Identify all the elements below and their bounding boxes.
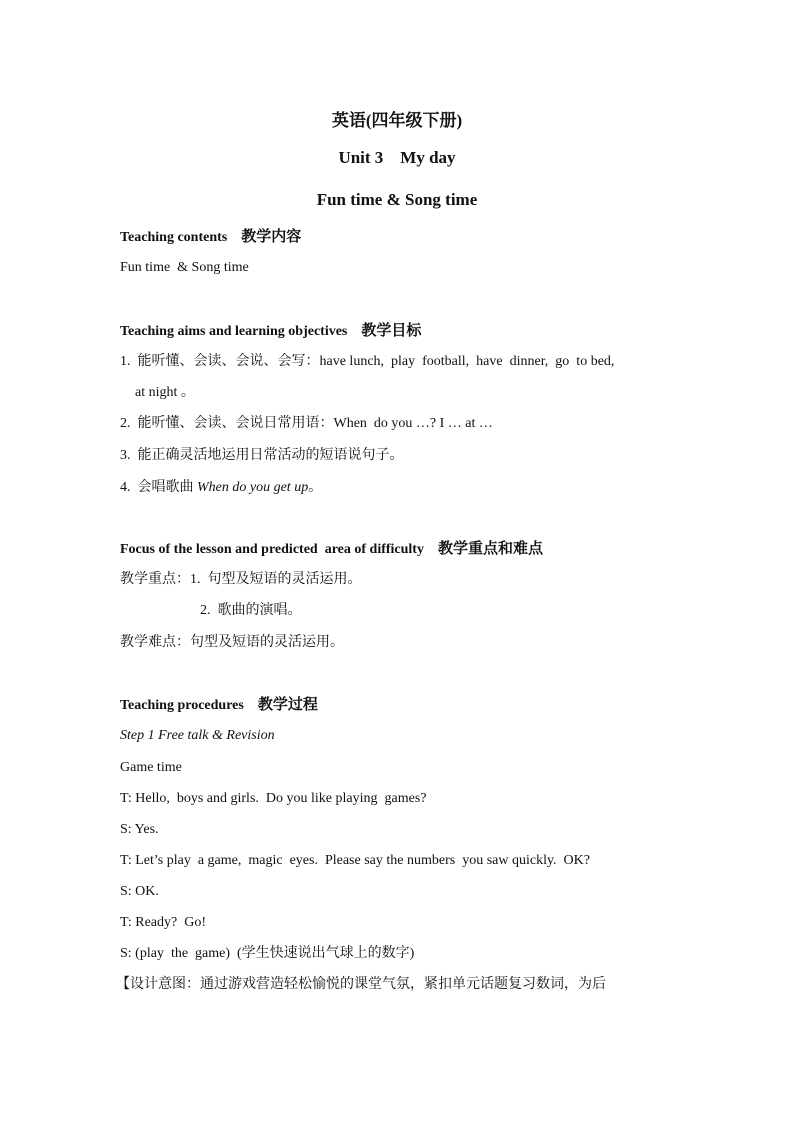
dialogue-line: S: OK. [120, 884, 159, 899]
step-1-title: Step 1 Free talk & Revision [120, 728, 275, 743]
design-intent-line: 【设计意图：通过游戏营造轻松愉悦的课堂气氛，紧扣单元话题复习数词，为后 [116, 977, 606, 992]
dialogue-line: T: Ready? Go! [120, 915, 206, 930]
aims-heading: Teaching aims and learning objectives 教学目标 [120, 323, 422, 339]
dialogue-line: S: Yes. [120, 822, 159, 837]
dialogue-line: T: Let’s play a game, magic eyes. Please say the numbers you saw quickly. OK? [120, 853, 590, 868]
book-title: 英语(四年级下册) [331, 111, 463, 130]
aim-item-2: 2. 能听懂、会读、会说日常用语：When do you …? I … at … [120, 416, 493, 431]
focus-key-1: 教学重点：1. 句型及短语的灵活运用。 [120, 572, 362, 587]
contents-text: Fun time & Song time [120, 260, 249, 275]
dialogue-line: S: (play the game) (学生快速说出气球上的数字) [120, 946, 415, 961]
aim-item-4: 4. 会唱歌曲 When do you get up。 [120, 480, 323, 495]
focus-difficulty: 教学难点：句型及短语的灵活运用。 [120, 635, 344, 650]
dialogue-line: Game time [120, 760, 182, 775]
procedures-heading: Teaching procedures 教学过程 [120, 697, 318, 713]
contents-heading: Teaching contents 教学内容 [120, 229, 302, 245]
aim-item-3: 3. 能正确灵活地运用日常活动的短语说句子。 [120, 448, 404, 463]
dialogue-line: T: Hello, boys and girls. Do you like playing games? [120, 791, 427, 806]
focus-heading: Focus of the lesson and predicted area of difficulty 教学重点和难点 [120, 541, 543, 557]
lesson-title: Fun time & Song time [316, 190, 478, 209]
unit-title: Unit 3 My day [338, 148, 456, 167]
aim-item-1: 1. 能听懂、会读、会说、会写：have lunch, play football, have dinner, go to bed, [120, 354, 615, 369]
focus-key-2: 2. 歌曲的演唱。 [200, 603, 302, 618]
aim-item-1-cont: at night 。 [135, 385, 195, 400]
